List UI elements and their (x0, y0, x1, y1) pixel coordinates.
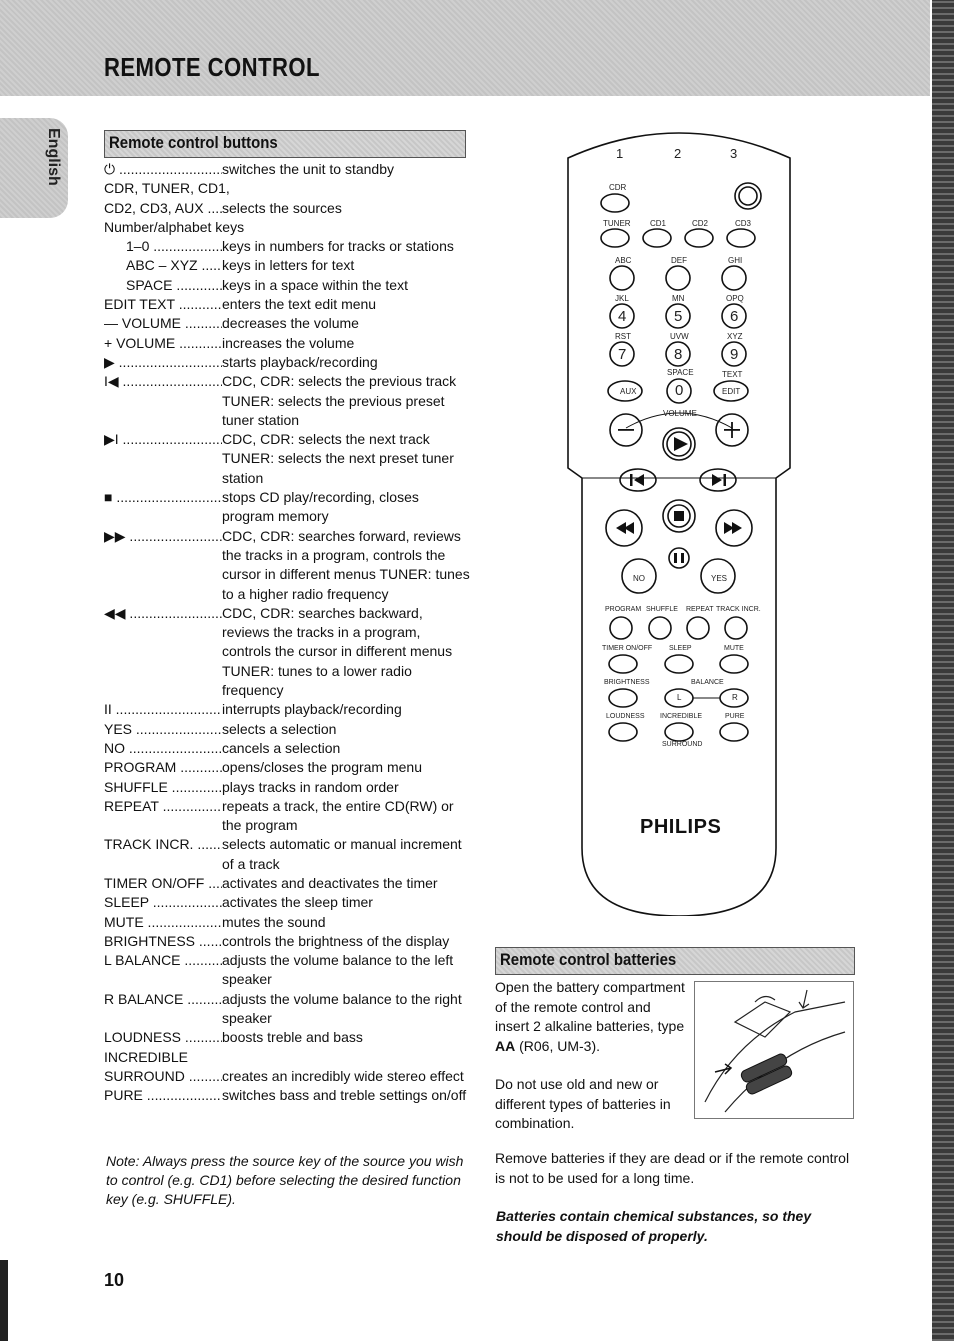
remote-label-l: L (677, 693, 682, 702)
button-key-name (104, 932, 222, 951)
button-list-item (104, 372, 474, 430)
remote-label-volume: VOLUME (663, 409, 697, 418)
button-description: plays tracks in random order (222, 778, 399, 795)
button-list-item (104, 913, 474, 932)
remote-label-timer: TIMER ON/OFF (602, 645, 653, 652)
button-key-text: ABC – XYZ ..... (126, 257, 222, 273)
remote-key-7: 7 (618, 346, 627, 363)
button-key-name (104, 199, 222, 218)
button-description: adjusts the volume balance to the left speaker (222, 952, 454, 988)
remote-key-4: 4 (618, 308, 627, 325)
button-description: adjusts the volume balance to the right speaker (222, 990, 462, 1027)
remote-label-cdr: CDR (609, 183, 627, 192)
button-description: opens/closes the program menu (222, 759, 422, 776)
button-key-text: ▶ ..... (104, 354, 222, 370)
batteries-p1-end: (R06, UM-3). (515, 1037, 601, 1054)
remote-label-mute: MUTE (724, 645, 744, 652)
remote-label-uvw: UVW (670, 332, 689, 341)
button-key-name (104, 835, 222, 874)
button-list-item (104, 295, 474, 314)
language-tab-label: English (45, 128, 62, 186)
battery-type: AA (495, 1037, 516, 1054)
button-list-heading: INCREDIBLE (104, 1048, 189, 1065)
button-key-name (104, 1028, 222, 1047)
button-key-text: ▶▶ ..... (104, 528, 222, 544)
button-description: CDC, CDR: selects the previous track TUNER: selects the previous preset tuner station (222, 373, 457, 428)
button-description: selects the sources (222, 199, 342, 216)
button-list-item (104, 739, 474, 758)
button-key-text: MUTE ..... (104, 914, 222, 930)
button-key-name (104, 951, 222, 990)
button-key-text: LOUDNESS ..... (104, 1029, 222, 1045)
remote-label-shuffle: SHUFFLE (646, 606, 678, 613)
button-key-name (104, 430, 222, 488)
button-description: activates and deactivates the timer (222, 874, 438, 891)
button-key-name (104, 893, 222, 912)
button-list-item (104, 990, 474, 1029)
button-key-text: + VOLUME ..... (104, 335, 222, 351)
button-list-item (104, 199, 474, 218)
button-description: decreases the volume (222, 315, 359, 332)
remote-label-def: DEF (671, 256, 687, 265)
button-list-item (104, 797, 474, 836)
button-key-name (104, 604, 222, 700)
button-list-item (104, 488, 474, 527)
button-key-text: TIMER ON/OFF ..... (104, 875, 222, 891)
button-key-text: SPACE ..... (126, 277, 222, 293)
remote-label-r: R (732, 693, 738, 702)
remote-label-abc: ABC (615, 256, 632, 265)
button-key-text: BRIGHTNESS ..... (104, 933, 222, 949)
page-title: REMOTE CONTROL (104, 52, 320, 82)
button-key-name (104, 874, 222, 893)
button-list-heading: CDR, TUNER, CD1, (104, 180, 230, 197)
button-description: keys in letters for text (222, 257, 355, 274)
remote-label-opq: OPQ (726, 294, 744, 303)
remote-key-1: 1 (616, 146, 624, 161)
button-key-name (104, 334, 222, 353)
remote-label-text: TEXT (722, 370, 743, 379)
button-list-item (104, 160, 474, 179)
button-key-name (104, 990, 222, 1029)
section-title-batteries (495, 947, 855, 975)
button-list-item (104, 874, 474, 893)
button-key-text: II ..... (104, 701, 222, 717)
button-key-text: PURE ..... (104, 1087, 222, 1103)
button-list-item (104, 932, 474, 951)
button-list-item (104, 237, 474, 256)
remote-label-pure: PURE (725, 713, 745, 720)
button-description: interrupts playback/recording (222, 701, 402, 718)
button-key-name (104, 353, 222, 372)
section-title-buttons (104, 130, 466, 158)
button-list-item (104, 1067, 474, 1086)
button-description: repeats a track, the entire CD(RW) or the program (222, 797, 454, 834)
button-description: starts playback/recording (222, 353, 378, 370)
remote-key-5: 5 (674, 308, 683, 325)
remote-label-repeat: REPEAT (686, 606, 714, 613)
button-key-name (104, 739, 222, 758)
button-list-item (104, 334, 474, 353)
remote-label-rst: RST (615, 332, 631, 341)
button-list-item (104, 758, 474, 777)
section-title-batteries-text: Remote control batteries (500, 950, 677, 969)
remote-label-mn: MN (672, 294, 685, 303)
button-key-text: ▶I ..... (104, 431, 222, 447)
battery-insertion-illustration (694, 981, 854, 1119)
button-description: CDC, CDR: searches backward, reviews the tracks in a program, controls the cursor in different menus TUNER: tunes to a lower radio frequency (222, 604, 453, 699)
button-key-name (104, 276, 222, 295)
button-key-name (104, 1067, 222, 1086)
button-key-name (104, 1086, 222, 1105)
remote-label-jkl: JKL (615, 294, 629, 303)
button-list-item (104, 256, 474, 275)
button-description: keys in a space within the text (222, 276, 408, 293)
remote-label-space: SPACE (667, 368, 694, 377)
button-key-name (104, 778, 222, 797)
batteries-warning: Batteries contain chemical substances, so they should be disposed of properly. (496, 1208, 812, 1244)
button-description: switches the unit to standby (222, 161, 394, 177)
brand-logo: PHILIPS (640, 816, 722, 838)
page-edge-left (0, 1260, 8, 1341)
button-description: controls the brightness of the display (222, 932, 450, 949)
button-description: cancels a selection (222, 739, 341, 756)
page-number: 10 (104, 1270, 125, 1290)
button-key-name (104, 256, 222, 275)
button-description: activates the sleep timer (222, 894, 373, 911)
button-key-name (104, 797, 222, 836)
remote-label-loudness: LOUDNESS (606, 713, 645, 720)
remote-key-9: 9 (730, 346, 739, 363)
remote-label-yes: YES (711, 574, 728, 583)
button-description: selects a selection (222, 720, 337, 737)
button-key-text: SURROUND ..... (104, 1068, 222, 1084)
button-key-text: EDIT TEXT ..... (104, 296, 222, 312)
batteries-p2: Do not use old and new or different types of batteries in combination. (495, 1076, 671, 1131)
button-key-name (104, 488, 222, 527)
button-description: switches bass and treble settings on/off (222, 1087, 467, 1104)
button-list-item (104, 276, 474, 295)
button-key-text: R BALANCE ..... (104, 991, 222, 1007)
remote-label-cd3: CD3 (735, 219, 752, 228)
remote-label-aux: AUX (620, 387, 637, 396)
remote-label-balance: BALANCE (691, 679, 724, 686)
remote-label-cd2: CD2 (692, 219, 709, 228)
remote-label-xyz: XYZ (727, 332, 743, 341)
remote-label-track-incr: TRACK INCR. (716, 606, 761, 613)
section-title-buttons-text: Remote control buttons (109, 133, 278, 152)
button-list-item (104, 604, 474, 700)
button-list-item (104, 353, 474, 372)
button-list-heading: Number/alphabet keys (104, 218, 245, 235)
remote-label-incredible: INCREDIBLE (660, 713, 703, 720)
button-key-text: CD2, CD3, AUX ..... (104, 200, 222, 216)
remote-key-0: 0 (675, 382, 684, 399)
button-list-item (104, 720, 474, 739)
batteries-p3: Remove batteries if they are dead or if the remote control is not to be used for a long time. (495, 1150, 850, 1186)
button-key-name (104, 314, 222, 333)
button-description: keys in numbers for tracks or stations (222, 238, 454, 255)
button-key-text: SLEEP ..... (104, 894, 222, 910)
button-key-text: PROGRAM ..... (104, 759, 222, 775)
button-key-text: TRACK INCR. ..... (104, 836, 222, 852)
button-description: selects automatic or manual increment of a track (222, 836, 462, 872)
button-key-text: I◀ ..... (104, 373, 222, 389)
button-key-text: L BALANCE ..... (104, 952, 222, 968)
button-list-item (104, 314, 474, 333)
remote-label-no: NO (633, 574, 645, 583)
button-description: stops CD play/recording, closes program memory (222, 489, 419, 525)
button-key-name (104, 700, 222, 719)
button-description: enters the text edit menu (222, 296, 377, 313)
remote-label-program: PROGRAM (605, 606, 642, 613)
button-list-item (104, 835, 474, 874)
button-key-text: REPEAT ..... (104, 798, 222, 814)
button-key-text: NO ..... (104, 740, 222, 756)
button-key-text: — VOLUME ..... (104, 315, 222, 331)
button-key-name (104, 237, 222, 256)
remote-control-illustration (566, 128, 792, 916)
remote-label-surround: SURROUND (662, 741, 703, 748)
note: Note: Always press the source key of the source you wish to control (e.g. CD1) before selecting the desired function key (e.g. SHUFFLE). (106, 1153, 464, 1207)
button-description: creates an incredibly wide stereo effect (222, 1067, 464, 1084)
remote-key-2: 2 (674, 146, 682, 161)
language-tab (0, 118, 68, 218)
button-key-name (104, 295, 222, 314)
button-key-name (104, 720, 222, 739)
button-key-name (104, 160, 222, 179)
button-list-item (104, 527, 474, 604)
button-key-text: ■ ..... (104, 489, 222, 505)
remote-label-tuner: TUNER (603, 219, 631, 228)
button-description: increases the volume (222, 334, 355, 351)
remote-label-cd1: CD1 (650, 219, 667, 228)
button-list-item (104, 1086, 474, 1105)
button-key-text: SHUFFLE ..... (104, 779, 222, 795)
buttons-list (104, 160, 474, 1106)
button-list-item (104, 778, 474, 797)
button-list-item (104, 951, 474, 990)
button-description: boosts treble and bass (222, 1029, 363, 1046)
button-key-text: YES ..... (104, 721, 222, 737)
batteries-p1 (495, 978, 685, 1056)
button-key-text: 1–0 ..... (126, 238, 222, 254)
button-description: CDC, CDR: selects the next track TUNER: selects the next preset tuner station (222, 431, 454, 486)
button-list-item (104, 893, 474, 912)
remote-key-6: 6 (730, 308, 739, 325)
page-edge-right (932, 0, 954, 1341)
button-list-item (104, 700, 474, 719)
remote-label-brightness: BRIGHTNESS (604, 679, 650, 686)
button-key-name (104, 913, 222, 932)
button-key-text: ◀◀ ..... (104, 605, 222, 621)
remote-label-ghi: GHI (728, 256, 743, 265)
button-description: mutes the sound (222, 913, 326, 930)
batteries-p1-text: Open the battery compartment of the remote control and insert 2 alkaline batteries, type (495, 979, 685, 1034)
button-key-name (104, 372, 222, 430)
remote-label-edit: EDIT (722, 387, 741, 396)
button-list-item (104, 430, 474, 488)
button-key-name (104, 758, 222, 777)
remote-label-sleep: SLEEP (669, 645, 692, 652)
button-description: CDC, CDR: searches forward, reviews the tracks in a program, controls the cursor in different menus TUNER: tunes to a higher radio frequency (222, 527, 470, 602)
button-key-name (104, 527, 222, 604)
page-header (0, 0, 930, 96)
remote-key-3: 3 (730, 146, 738, 161)
button-key-text: ⏻ ..... (104, 161, 222, 177)
remote-key-8: 8 (674, 346, 683, 363)
batteries-instructions (495, 978, 685, 1134)
button-list-item (104, 1028, 474, 1047)
